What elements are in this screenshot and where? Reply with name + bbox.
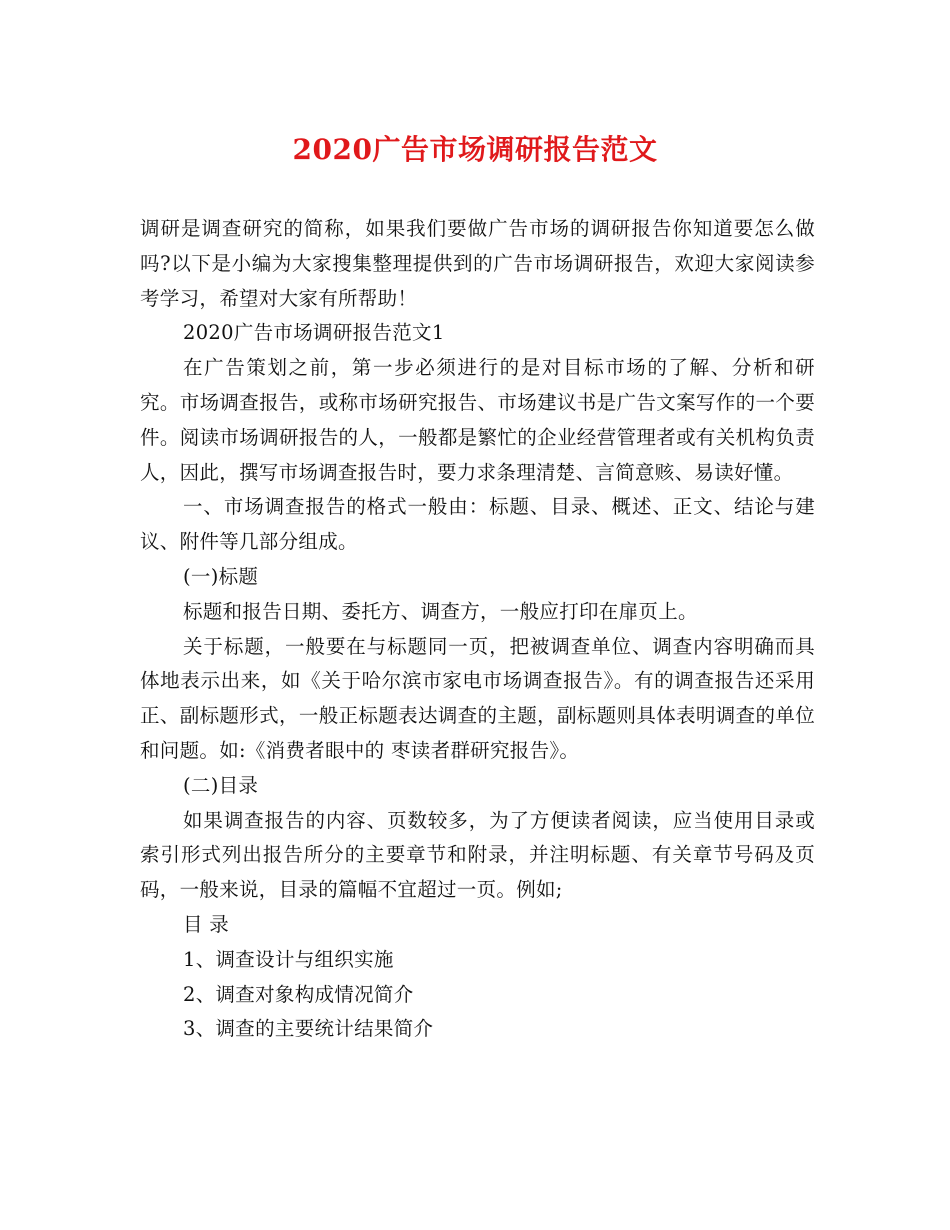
document-body <box>140 212 815 1047</box>
toc-heading: 目 录 <box>183 912 230 936</box>
body-paragraph: 在广告策划之前，第一步必须进行的是对目标市场的了解、分析和研究。市场调查报告，或称市场研究报告、市场建议书是广告文案写作的一个要件。阅读市场调研报告的人，一般都是繁忙的企业经营管理者或有关机构负责人，因此，撰写市场调查报告时，要力求条理清楚、言简意赅、易读好懂。 <box>140 356 815 484</box>
body-paragraph: 一、市场调查报告的格式一般由：标题、目录、概述、正文、结论与建议、附件等几部分组成。 <box>140 495 815 554</box>
toc-item: 2、调查对象构成情况简介 <box>183 982 414 1006</box>
document-title: 2020广告市场调研报告范文 <box>292 133 658 166</box>
toc-item: 1、调查设计与组织实施 <box>183 947 394 971</box>
toc-item: 3、调查的主要统计结果简介 <box>183 1017 434 1041</box>
intro-paragraph: 调研是调查研究的简称，如果我们要做广告市场的调研报告你知道要怎么做吗?以下是小编为大家搜集整理提供到的广告市场调研报告，欢迎大家阅读参考学习，希望对大家有所帮助！ <box>140 217 815 310</box>
section-heading: 2020广告市场调研报告范文1 <box>183 321 445 345</box>
subsection-heading: (二)目录 <box>183 773 259 797</box>
body-paragraph: 标题和报告日期、委托方、调查方，一般应打印在扉页上。 <box>183 599 698 623</box>
body-paragraph: 如果调查报告的内容、页数较多，为了方便读者阅读，应当使用目录或索引形式列出报告所分的主要章节和附录，并注明标题、有关章节号码及页码，一般来说，目录的篇幅不宜超过一页。例如; <box>140 808 815 902</box>
subsection-heading: (一)标题 <box>183 564 259 588</box>
body-paragraph: 关于标题，一般要在与标题同一页，把被调查单位、调查内容明确而具体地表示出来，如《关于哈尔滨市家电市场调查报告》。有的调查报告还采用正、副标题形式，一般正标题表达调查的主题，副标题则具体表明调查的单位和问题。如:《消费者眼中的 枣读者群研究报告》。 <box>140 634 815 762</box>
